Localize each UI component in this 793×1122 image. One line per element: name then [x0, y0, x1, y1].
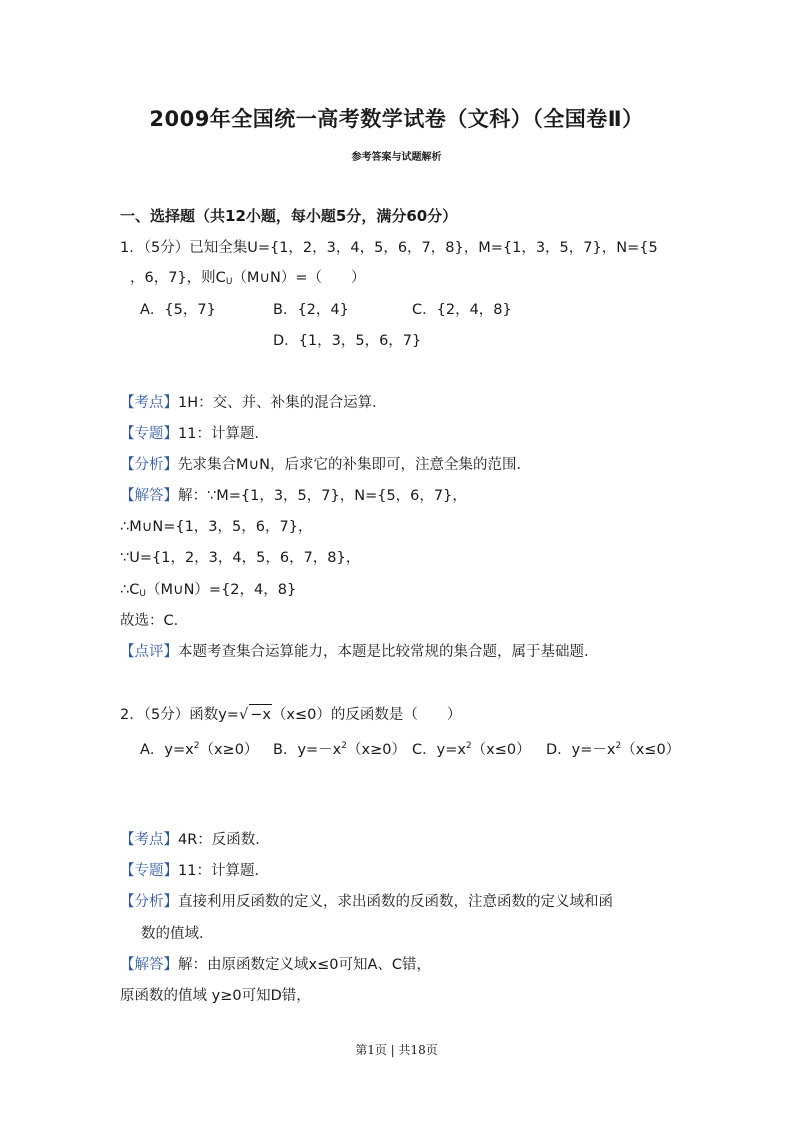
q1-step3 — [120, 580, 296, 604]
q1-fenxi-tag: 【分析】 — [120, 457, 178, 473]
q2-option-d-text: D．y=－x — [546, 742, 616, 758]
q2-option-d-domain: （x≤0） — [621, 742, 681, 758]
document-subtitle: 参考答案与试题解析 — [351, 152, 442, 163]
q1-jieda — [120, 486, 467, 506]
q1-step3-a: ∴C — [120, 582, 140, 598]
q2-fenxi — [120, 892, 613, 912]
q1-kaodian-tag: 【考点】 — [120, 395, 178, 411]
q2-option-c-domain: （x≤0） — [471, 742, 531, 758]
q1-dianping — [120, 642, 599, 662]
q2-stem-a: 2．（5分）函数y= — [120, 707, 239, 723]
q2-option-b-text: B．y=－x — [273, 742, 342, 758]
q2-option-a — [140, 736, 258, 760]
q1-dianping-tag: 【点评】 — [120, 644, 178, 660]
q1-step1: ∴M∪N={1，3，5，6，7}， — [120, 519, 313, 535]
q2-option-d-sup: 2 — [615, 741, 622, 751]
q2-radicand: −x — [249, 704, 272, 725]
q1-kaodian-text: 1H：交、并、补集的混合运算． — [178, 395, 387, 411]
q1-fenxi-text: 先求集合M∪N，后求它的补集即可，注意全集的范围． — [178, 457, 531, 473]
q2-kaodian — [120, 830, 270, 850]
q1-stem-line2-b: （M∪N）=（ ） — [232, 270, 366, 286]
q1-stem-subscript: U — [225, 277, 233, 287]
q1-stem-line2 — [130, 268, 366, 292]
q2-option-d — [546, 736, 680, 760]
q2-zhuanti — [120, 861, 269, 881]
q2-fenxi-line2: 数的值域． — [141, 926, 214, 942]
q1-answer: 故选：C． — [120, 613, 189, 629]
q2-stem-b: （x≤0）的反函数是（ ） — [271, 707, 462, 723]
q2-option-c-text: C．y=x — [412, 742, 466, 758]
q2-zhuanti-tag: 【专题】 — [120, 863, 178, 879]
q2-jieda-text: 解：由原函数定义域x≤0可知A、C错， — [178, 957, 431, 973]
q2-option-b — [273, 736, 406, 760]
q2-option-c — [412, 736, 531, 760]
q2-option-c-sup: 2 — [465, 741, 472, 751]
q1-option-b: B．{2，4} — [273, 302, 349, 318]
q1-stem-line2-a: ，6，7}，则C — [130, 270, 226, 286]
q2-fenxi-tag: 【分析】 — [120, 894, 178, 910]
q2-option-b-domain: （x≥0） — [347, 742, 406, 758]
sqrt-symbol: √ −x — [239, 704, 272, 725]
q2-jieda — [120, 955, 431, 975]
q2-option-a-sup: 2 — [193, 741, 200, 751]
q2-option-a-text: A．y=x — [140, 742, 194, 758]
q1-option-c: C．{2，4，8} — [412, 302, 512, 318]
q2-option-b-sup: 2 — [341, 741, 347, 751]
q2-kaodian-text: 4R：反函数． — [178, 832, 270, 848]
q1-option-d: D．{1，3，5，6，7} — [273, 333, 422, 349]
q2-zhuanti-text: 11：计算题． — [178, 863, 269, 879]
q2-jieda-tag: 【解答】 — [120, 957, 178, 973]
q2-step1: 原函数的值域 y≥0可知D错， — [120, 988, 311, 1004]
q1-step3-b: （M∪N）={2，4，8} — [145, 582, 297, 598]
q1-step2: ∵U={1，2，3，4，5，6，7，8}， — [120, 550, 361, 566]
q1-zhuanti-text: 11：计算题． — [178, 426, 269, 442]
q2-kaodian-tag: 【考点】 — [120, 832, 178, 848]
page-footer: 第1页 | 共18页 — [355, 1043, 438, 1057]
q1-jieda-tag: 【解答】 — [120, 488, 178, 504]
q2-fenxi-text: 直接利用反函数的定义，求出函数的反函数，注意函数的定义域和函 — [178, 894, 613, 910]
q1-jieda-text: 解：∵M={1，3，5，7}，N={5，6，7}， — [178, 488, 467, 504]
q1-zhuanti — [120, 424, 269, 444]
q1-option-a: A．{5，7} — [140, 302, 216, 318]
q1-zhuanti-tag: 【专题】 — [120, 426, 178, 442]
q2-option-a-domain: （x≥0） — [199, 742, 259, 758]
section-heading: 一、选择题（共12小题，每小题5分，满分60分） — [120, 207, 458, 225]
q1-fenxi — [120, 455, 531, 475]
q1-stem-line1: 1．（5分）已知全集U={1，2，3，4，5，6，7，8}，M={1，3，5，7}，N={5 — [120, 240, 658, 256]
q1-step3-subscript: U — [139, 589, 146, 599]
document-title: 2009年全国统一高考数学试卷（文科）（全国卷Ⅱ） — [149, 107, 644, 131]
q2-stem — [120, 704, 461, 725]
q1-dianping-text: 本题考查集合运算能力，本题是比较常规的集合题，属于基础题． — [178, 644, 599, 660]
q1-kaodian — [120, 393, 387, 413]
